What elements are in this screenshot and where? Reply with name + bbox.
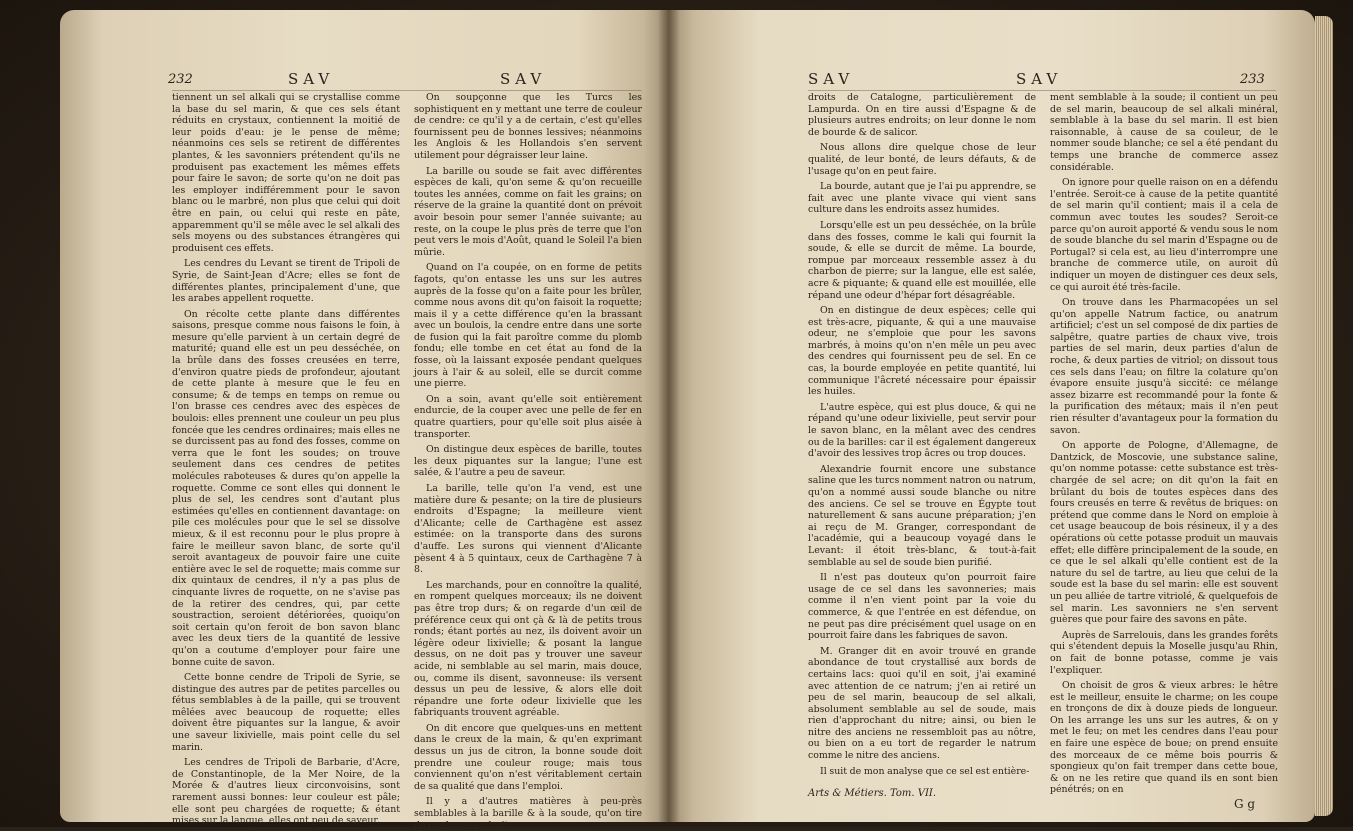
- paragraph: La barille ou soude se fait avec différentes espèces de kali, qu'on seme & qu'on recueille toutes les années, comme on fait les grains; on réserve de la graine la quantité dont on prévoit avoir besoin pour semer l'année suivante; au reste, on la coupe le plus près de terre que l'on peut vers le mois d'Août, quand le Soleil l'a bien mûrie.: [414, 165, 642, 258]
- right-page-number: 233: [1240, 72, 1265, 87]
- paragraph: La bourde, autant que je l'ai pu apprendre, se fait avec une plante vivace qui vient sans culture dans les endroits assez humides.: [808, 181, 1037, 216]
- paragraph: L'autre espèce, qui est plus douce, & qui ne répand qu'une odeur lixivielle, peut servir pour le savon blanc, en la mêlant avec des cendres ou de la barilles: car il est également dangereux d'avoir des lessives trop âcres ou trop douces.: [808, 401, 1036, 460]
- page-edges: [1315, 16, 1333, 816]
- paragraph: On a soin, avant qu'elle soit entièrement endurcie, de la couper avec une pelle de fer en quatre quartiers, pour qu'elle soit plus aisée à transporter.: [414, 393, 642, 440]
- right-header-rule: [808, 90, 1276, 91]
- paragraph: On en distingue de deux espèces; celle qui est très-acre, piquante, & qui a une mauvaise odeur, ne s'emploie que pour les savons marbrés, à moins qu'on n'en mêle un peu avec des cendres qui fournissent peu de sel. En ce cas, la bourde employée en petite quantité, lui communique l'âcreté nécessaire pour épaissir les huiles.: [808, 305, 1036, 398]
- paragraph: On ignore pour quelle raison on en a défendu l'entrée. Seroit-ce à cause de la petite quantité de sel marin qu'il contient; mais il a cela de commun avec toutes les soudes? Seroit-ce parce qu'on auroit apporté & vendu sous le nom de soude blanche du sel marin d'Espagne ou de Portugal? si cela est, au lieu d'interrompre une branche de commerce utile, on auroit dû indiquer un moyen de distinguer ces deux sels, ce qui auroit été très-facile.: [1050, 177, 1278, 293]
- paragraph: Auprès de Sarrelouis, dans les grandes forêts qui s'étendent depuis la Moselle jusqu'au Rhin, on fait de bonne potasse, comme je vais l'expliquer.: [1050, 629, 1278, 676]
- paragraph: tiennent un sel alkali qui se crystallise comme la base du sel marin, & que ces sels étant réduits en crystaux, contiennent la moitié de leur poids d'eau: je le pense de même; néanmoins ces sels se retirent de différentes plantes, & les savonniers prétendent qu'ils ne produisent pas exactement les mêmes effets pour faire le savon; de sorte qu'on ne doit pas les employer indifféremment pour le savon blanc ou le marbré, non plus que celui qui doit être en pain, ou celui qui reste en pâte, apparemment qu'il se mêle avec le sel alkali des sels moyens ou des substances étrangères qui produisent ces effets.: [172, 92, 400, 254]
- paragraph: Les marchands, pour en connoître la qualité, en rompent quelques morceaux; ils ne doivent pas être trop durs; & on regarde d'un œil de préférence ceux qui ont çà & là de petits trous ronds; étant portés au nez, ils doivent avoir un légère odeur lixivielle; & posant la langue dessus, on ne doit pas y trouver une saveur acide, ni semblable au sel marin, mais douce, ou, comme ils disent, savonneuse: ils versent dessus un peu de lessive, & alors elle doit répandre une forte odeur lixivielle que les fabriquants trouvent agréable.: [414, 579, 642, 719]
- left-running-head-1: SAV: [288, 70, 335, 88]
- right-column-2: [1050, 92, 1278, 796]
- paragraph: M. Granger dit en avoir trouvé en grande abondance de tout crystallisé aux bords de certains lacs: quoi qu'il en soit, j'ai examiné avec attention de ce natrum; j'en ai retiré un peu de sel marin, beaucoup de sel alkali, absolument semblable au sel de soude, mais rien d'approchant du nitre; ainsi, ou bien le nitre des anciens ne ressembloit pas au nôtre, ou bien on a eu tort de regarder le natrum comme le nitre des anciens.: [808, 645, 1036, 762]
- paragraph: On trouve dans les Pharmacopées un sel qu'on appelle Natrum factice, ou anatrum artificiel; c'est un sel composé de dix parties de salpêtre, quatre parties de chaux vive, trois parties de sel marin, deux parties d'alun de roche, & deux parties de vitriol; on dissout tous ces sels dans l'eau; on filtre la colature qu'on évapore ensuite jusqu'à siccité: ce mélange assez bizarre est recommandé pour la fonte & la purification des métaux; mais il n'en peut rien résulter d'avantageux pour la formation du savon.: [1050, 297, 1278, 436]
- open-book: [60, 10, 1315, 831]
- right-running-head-1: SAV: [808, 70, 855, 88]
- paragraph: Quand on l'a coupée, on en forme de petits fagots, qu'on entasse les uns sur les autres auprès de la fosse qu'on a faite pour les brûler, comme nous avons dit qu'on faisoit la roquette; mais il y a cette différence qu'en la brassant avec un boulois, la cendre entre dans une sorte de fusion qui la fait paroître comme du plomb fondu; elle tombe en cet état au fond de la fosse, où la laissant exposée pendant quelques jours à l'air & au soleil, elle se durcit comme une pierre.: [414, 262, 642, 390]
- paragraph: On soupçonne que les Turcs les sophistiquent en y mettant une terre de couleur de cendre: ce qu'il y a de certain, c'est qu'elles fournissent peu de bonnes lessives; néanmoins les Anglois & les Hollandois s'en servent utilement pour dégraisser leur laine.: [414, 92, 642, 161]
- paragraph: Lorsqu'elle est un peu desséchée, on la brûle dans des fosses, comme le kali qui fournit la soude, & elle se durcit de même. La bourde, rompue par morceaux ressemble assez à du charbon de pierre; sur la langue, elle est salée, acre & piquante; & quand elle est mouillée, elle répand une odeur d'hépar fort désagréable.: [808, 219, 1036, 301]
- paragraph: On récolte cette plante dans différentes saisons, presque comme nous faisons le foin, à mesure qu'elle parvient à un certain degré de maturité; quand elle est un peu desséchée, on la brûle dans des fosses creusées en terre, d'environ quatre pieds de profondeur, ajoutant de cette plante à mesure que le feu en consume; & de temps en temps on remue ou l'on brasse ces cendres avec des espèces de boulois: elles prennent une couleur un peu plus foncée que les cendres ordinaires; mais elles ne se durcissent pas au fond des fosses, comme on verra que le font les soudes; on trouve seulement dans ces cendres de petites molécules raboteuses & dures qu'on appelle la roquette. Comme ce sont elles qui donnent le plus de sel, les cendres sont d'autant plus estimées qu'elles en contiennent davantage: on pile ces molécules pour que le sel se dissolve mieux, & il est reconnu pour le plus propre à faire le meilleur savon blanc, de sorte qu'il seroit avantageux de pouvoir faire une cuite entière avec le sel de roquette; mais comme sur dix quintaux de cendres, il n'y a pas plus de cinquante livres de roquette, on ne s'avise pas de la retirer des cendres, qui, par cette soustraction, seroient détériorées, quoiqu'on soit certain qu'on feroit de bon savon blanc avec les deux tiers de la quantité de lessive qu'on a coutume d'employer pour faire une bonne cuite de savon.: [172, 308, 400, 668]
- paragraph: Les cendres de Tripoli de Barbarie, d'Acre, de Constantinople, de la Mer Noire, de la Morée & d'autres lieux circonvoisins, sont rarement aussi bonnes: leur couleur est pâle; elle sont peu chargées de roquette; & étant mises sur la langue, elles ont peu de saveur.: [172, 757, 400, 827]
- paragraph: On apporte de Pologne, d'Allemagne, de Dantzick, de Moscovie, une substance saline, qu'on nomme potasse: cette substance est très-chargée de sel acre; on dit qu'on la fait en brûlant du bois de toutes espèces dans des fours creusés en terre & revêtus de briques: on prétend que comme dans le Nord on emploie à cet usage beaucoup de bois résineux, il y a des opérations où cette potasse produit un mauvais effet; elle diffère principalement de la soude, en ce que le sel alkali qu'elle contient est de la nature du sel de tartre, au lieu que celui de la soude est la base du sel marin: elle est souvent un peu alliée de tartre vitriolé, & quelquefois de sel marin. Les savonniers ne s'en servent guères que pour faire des savons en pâte.: [1050, 440, 1278, 626]
- volume-footer: Arts & Métiers. Tom. VII.: [808, 788, 937, 799]
- paragraph: On dit encore que quelques-uns en mettent dans le creux de la main, & qu'en exprimant dessus un jus de citron, la bonne soude doit prendre une couleur rouge; mais tous conviennent qu'on n'est véritablement certain de sa qualité que dans l'emploi.: [414, 722, 642, 792]
- left-header-rule: [172, 90, 642, 91]
- paragraph: ment semblable à la soude; il contient un peu de sel marin, beaucoup de sel alkali minéral, semblable à la base du sel marin. Il est bien raisonnable, à cause de sa couleur, de le nommer soude blanche; ce sel a été pendant du temps une branche de commerce assez considérable.: [1050, 92, 1278, 173]
- paragraph: droits de Catalogne, particulièrement de Lampurda. On en tire aussi d'Espagne & de plusieurs autres endroits; on leur donne le nom de bourde & de salicor.: [808, 92, 1036, 138]
- left-running-head-2: SAV: [500, 70, 547, 88]
- paragraph: Cette bonne cendre de Tripoli de Syrie, se distingue des autres par de petites parcelles ou fétus semblables à de la paille, qui se trouvent mêlées avec beaucoup de roquette; elles doivent être piquantes sur la langue, & avoir une saveur lixivielle, mais point celle du sel marin.: [172, 672, 400, 753]
- left-page: [60, 10, 668, 831]
- paragraph: On choisit de gros & vieux arbres: le hêtre est le meilleur, ensuite le charme; on les coupe en tronçons de dix à douze pieds de longueur. On les arrange les uns sur les autres, & on y met le feu; on met les cendres dans l'eau pour en faire une espèce de boue; on prend ensuite des morceaux de ce même bois pourris & spongieux qu'on fait tremper dans cette boue, & on ne les retire que quand ils en sont bien pénétrés; on en: [1050, 680, 1278, 796]
- book-gutter: [658, 10, 680, 822]
- paragraph: Les cendres du Levant se tirent de Tripoli de Syrie, de Saint-Jean d'Acre; elles se font de différentes plantes, principalement d'une, que les arabes appellent roquette.: [172, 258, 400, 305]
- paragraph: Il y a d'autres matières à peu-près semblables à la barille & à la soude, qu'on tire de quelques endroits: [414, 796, 642, 831]
- right-column-1: [808, 92, 1036, 782]
- left-column-1: [172, 92, 400, 827]
- paragraph: Nous allons dire quelque chose de leur qualité, de leur bonté, de leurs défauts, & de l'usage qu'on en peut faire.: [808, 142, 1036, 177]
- paragraph: Il suit de mon analyse que ce sel est entière-: [820, 765, 1030, 777]
- left-column-2: [414, 92, 642, 831]
- left-page-number: 232: [168, 72, 193, 87]
- right-running-head-2: SAV: [1016, 70, 1063, 88]
- right-page: [668, 10, 1315, 822]
- paragraph: La barille, telle qu'on l'a vend, est une matière dure & pesante; on la tire de plusieurs endroits d'Espagne; la meilleure vient d'Alicante; celle de Carthagène est assez estimée: on la transporte dans des surons d'auffe. Les surons qui viennent d'Alicante pèsent 4 à 5 quintaux, ceux de Carthagène 7 à 8.: [414, 483, 642, 576]
- paragraph: Alexandrie fournit encore une substance saline que les turcs nomment natron ou natrum, qu'on a nommé aussi soude blanche ou nitre des anciens. Ce sel se trouve en Égypte tout naturellement & sans aucune préparation; j'en ai reçu de M. Granger, correspondant de l'académie, qui a beaucoup voyagé dans le Levant: il étoit très-blanc, & tout-à-fait semblable au sel de soude bien purifié.: [808, 463, 1036, 568]
- paragraph: On distingue deux espèces de barille, toutes les deux piquantes sur la langue; l'une est salée, & l'autre a peu de saveur.: [414, 444, 642, 479]
- paragraph: Il n'est pas douteux qu'on pourroit faire usage de ce sel dans les savonneries; mais comme il n'en vient point par la voie du commerce, & que l'entrée en est défendue, on ne peut pas dire précisément quel usage on en pourroit faire dans les fabriques de savon.: [808, 572, 1036, 642]
- signature-mark: G g: [1234, 797, 1256, 811]
